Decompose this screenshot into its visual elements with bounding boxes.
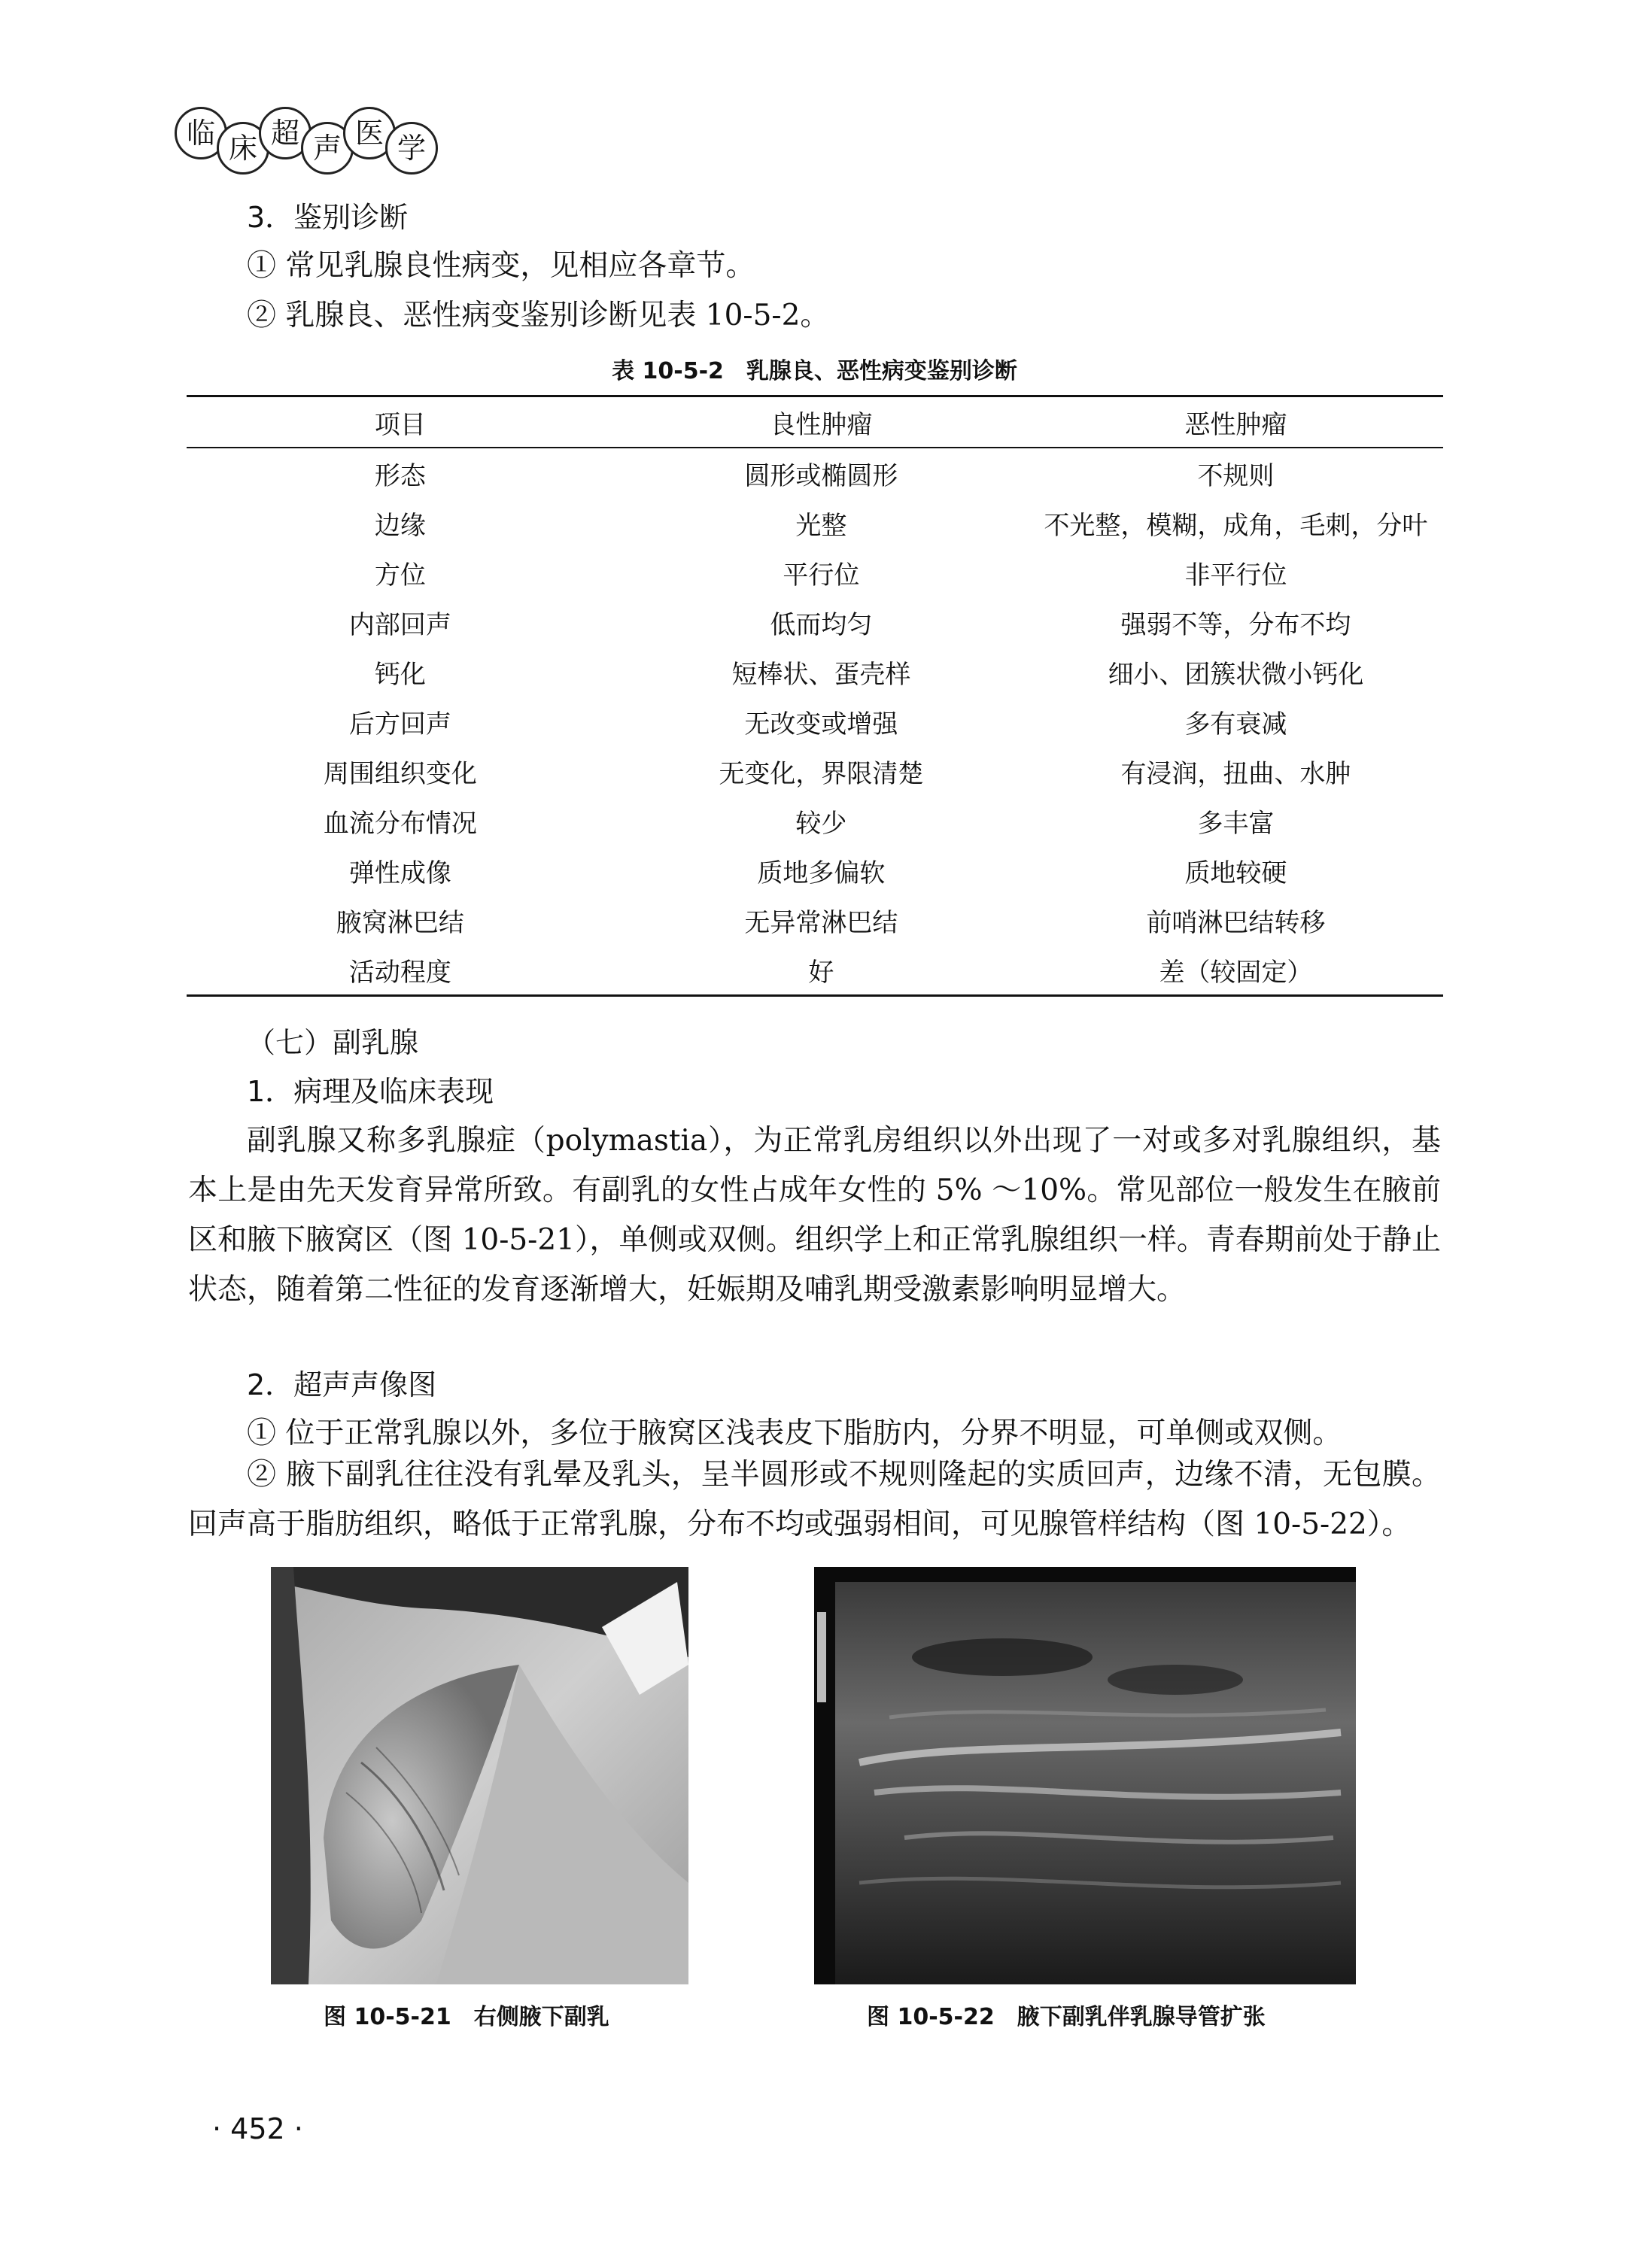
table-cell: 活动程度 [348,957,451,988]
body-paragraph: 副乳腺又称多乳腺症（polymastia），为正常乳房组织以外出现了一对或多对乳腺组织，基本上是由先天发育异常所致。有副乳的女性占成年女性的 5% ～10%。常见部位一般发生在腋前区和腋下腋窝区（图 10-5-21），单侧或双侧。组织学上和正常乳腺组织一样。青春期前处于静止状态，随着第二性征的发育逐渐增大，妊娠期及哺乳期受激素影响明显增大。 [188,1124,1441,1307]
table-cell: 内部回声 [348,609,451,640]
table-cell: 无改变或增强 [744,709,898,739]
table-cell: 血流分布情况 [323,808,477,839]
logo-char: 临 [175,107,227,159]
table-cell: 质地多偏软 [757,858,886,888]
table-cell: 有浸润，扭曲、水肿 [1120,758,1351,789]
body-paragraph: ② 腋下副乳往往没有乳晕及乳头，呈半圆形或不规则隆起的实质回声，边缘不清，无包膜。回声高于脂肪组织，略低于正常乳腺，分布不均或强弱相间，可见腺管样结构（图 10-5-22）。 [188,1458,1441,1541]
table-row [187,548,1443,597]
table-cell: 不光整，模糊，成角，毛刺，分叶 [1044,510,1428,541]
table-cell: 圆形或椭圆形 [744,460,898,491]
table-cell: 细小、团簇状微小钙化 [1108,659,1364,690]
table-header: 良性肿瘤 [614,396,1029,448]
table-row [187,796,1443,846]
book-logo [175,107,445,167]
table-cell: 平行位 [783,560,860,591]
logo-char: 超 [259,107,312,159]
table-row [187,647,1443,697]
table-cell: 无异常淋巴结 [744,907,898,938]
differential-table [187,395,1443,997]
table-cell: 边缘 [374,510,426,541]
table-cell: 无变化，界限清楚 [719,758,924,789]
table-header-row [187,396,1443,448]
figure-caption: 图 10-5-21 右侧腋下副乳 [324,2004,609,2030]
section-heading: 3．鉴别诊断 [247,201,409,234]
table-header: 项目 [187,396,614,448]
table-cell: 较少 [795,808,847,839]
table-row [187,597,1443,647]
table-cell: 多丰富 [1197,808,1275,839]
ultrasound-image [814,1567,1356,1984]
table-cell: 低而均匀 [770,609,873,640]
table-cell: 短棒状、蛋壳样 [731,659,911,690]
table-cell: 钙化 [374,659,426,690]
table-cell: 方位 [374,560,426,591]
logo-char: 学 [385,122,438,175]
table-row [187,945,1443,996]
list-item: ① 常见乳腺良性病变，见相应各章节。 [247,249,755,283]
logo-char: 医 [343,107,396,159]
table-cell: 差（较固定） [1159,957,1313,988]
table-cell: 腋窝淋巴结 [336,907,464,938]
ultrasound-drawing [814,1567,1356,1984]
table-cell: 多有衰减 [1184,709,1287,739]
table-cell: 非平行位 [1184,560,1287,591]
table-header: 恶性肿瘤 [1029,396,1443,448]
list-item: ② 乳腺良、恶性病变鉴别诊断见表 10-5-2。 [247,299,830,332]
page-number: · 452 · [212,2112,303,2145]
axilla-photo-drawing [271,1567,688,1984]
table-cell: 不规则 [1197,460,1275,491]
section-heading: （七）副乳腺 [247,1026,419,1059]
table-cell: 强弱不等，分布不均 [1120,609,1351,640]
table-row [187,895,1443,945]
table-row [187,448,1443,498]
axilla-photo [271,1567,688,1984]
table-cell: 前哨淋巴结转移 [1146,907,1326,938]
table-cell: 形态 [374,460,426,491]
table-row [187,746,1443,796]
table-cell: 后方回声 [348,709,451,739]
logo-char: 床 [217,122,269,175]
table-cell: 弹性成像 [348,858,451,888]
table-cell: 周围组织变化 [323,758,477,789]
subsection-heading: 1．病理及临床表现 [247,1075,494,1108]
table-row [187,846,1443,895]
table-cell: 质地较硬 [1184,858,1287,888]
subsection-heading: 2．超声声像图 [247,1368,437,1401]
list-item: ① 位于正常乳腺以外，多位于腋窝区浅表皮下脂肪内，分界不明显，可单侧或双侧。 [247,1416,1342,1450]
figure-caption: 图 10-5-22 腋下副乳伴乳腺导管扩张 [867,2004,1266,2030]
table-cell: 光整 [795,510,847,541]
logo-char: 声 [301,122,354,175]
table-title: 表 10-5-2 乳腺良、恶性病变鉴别诊断 [612,358,1017,384]
table-row [187,697,1443,746]
table-cell: 好 [808,957,834,988]
table-row [187,498,1443,548]
